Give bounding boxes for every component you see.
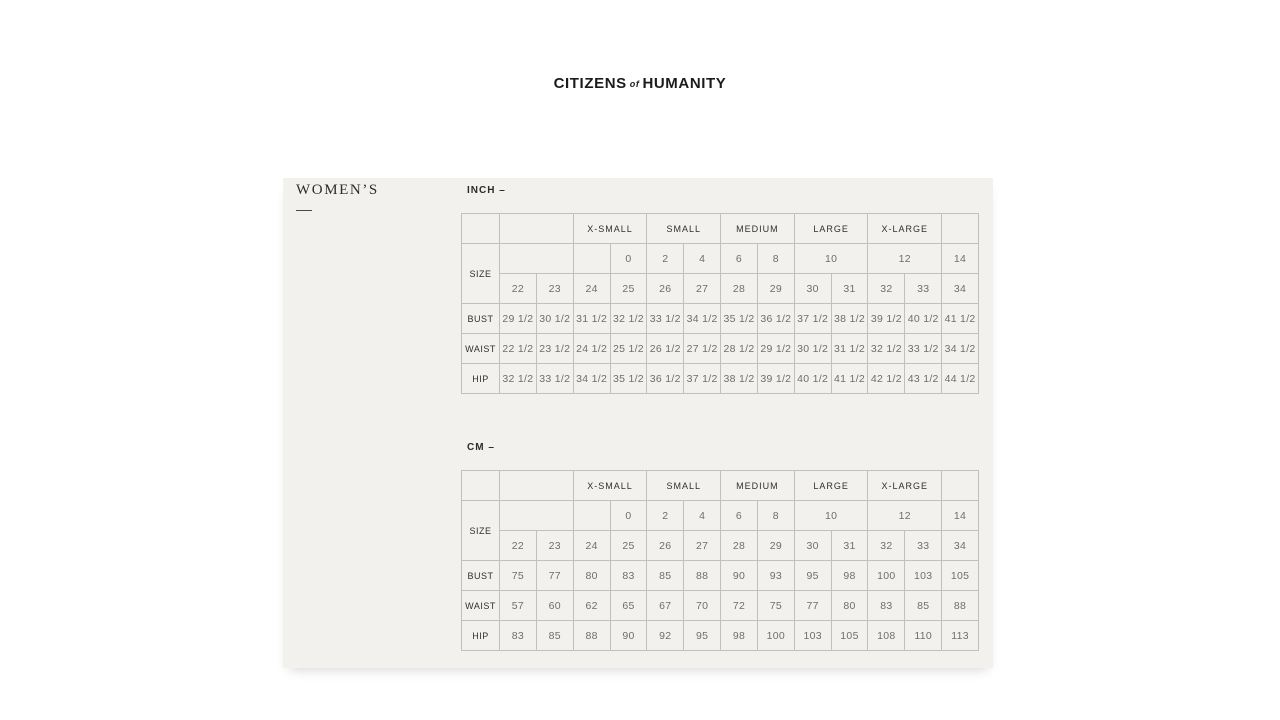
empty-size-cell xyxy=(500,244,574,274)
section-label-cm: CM – xyxy=(467,442,495,453)
measure-value: 33 1/2 xyxy=(647,304,684,334)
empty-header-cell xyxy=(500,214,574,244)
measure-value: 77 xyxy=(536,561,573,591)
alpha-size-33: 33 xyxy=(905,531,942,561)
inch-row-bust xyxy=(462,304,979,334)
measure-value: 35 1/2 xyxy=(721,304,758,334)
measure-value: 23 1/2 xyxy=(536,334,573,364)
measure-label-hip: HIP xyxy=(462,621,500,651)
measure-value: 83 xyxy=(610,561,647,591)
alpha-size-27: 27 xyxy=(684,531,721,561)
empty-size-cell xyxy=(500,501,574,531)
numeric-size-6: 6 xyxy=(721,501,758,531)
cm-row-waist xyxy=(462,591,979,621)
brand-logo-humanity: HUMANITY xyxy=(642,75,727,92)
size-row-label: SIZE xyxy=(462,501,500,561)
measure-value: 60 xyxy=(536,591,573,621)
size-tables-column xyxy=(461,185,981,651)
alpha-size-32: 32 xyxy=(868,531,905,561)
group-header-x-large: X-LARGE xyxy=(868,214,942,244)
measure-label-waist: WAIST xyxy=(462,334,500,364)
measure-value: 44 1/2 xyxy=(942,364,979,394)
alpha-size-25: 25 xyxy=(610,531,647,561)
alpha-size-26: 26 xyxy=(647,531,684,561)
measure-value: 85 xyxy=(905,591,942,621)
measure-value: 33 1/2 xyxy=(905,334,942,364)
size-section-inch xyxy=(461,185,981,394)
measure-value: 62 xyxy=(573,591,610,621)
inch-row-waist xyxy=(462,334,979,364)
cm-size-table xyxy=(461,470,979,651)
measure-value: 75 xyxy=(500,561,537,591)
measure-value: 34 1/2 xyxy=(573,364,610,394)
measure-value: 80 xyxy=(831,591,868,621)
alpha-size-28: 28 xyxy=(721,274,758,304)
measure-value: 65 xyxy=(610,591,647,621)
alpha-size-34: 34 xyxy=(942,531,979,561)
measure-value: 41 1/2 xyxy=(942,304,979,334)
group-header-small: SMALL xyxy=(647,471,721,501)
group-header-small: SMALL xyxy=(647,214,721,244)
measure-value: 95 xyxy=(684,621,721,651)
measure-value: 33 1/2 xyxy=(536,364,573,394)
size-section-cm xyxy=(461,442,981,651)
measure-value: 36 1/2 xyxy=(757,304,794,334)
cm-row-hip xyxy=(462,621,979,651)
empty-size-cell xyxy=(573,244,610,274)
numeric-size-10: 10 xyxy=(794,501,868,531)
measure-value: 42 1/2 xyxy=(868,364,905,394)
alpha-size-30: 30 xyxy=(794,274,831,304)
alpha-size-24: 24 xyxy=(573,531,610,561)
measure-value: 27 1/2 xyxy=(684,334,721,364)
alpha-size-22: 22 xyxy=(500,274,537,304)
alpha-size-24: 24 xyxy=(573,274,610,304)
numeric-size-4: 4 xyxy=(684,501,721,531)
numeric-size-6: 6 xyxy=(721,244,758,274)
measure-value: 67 xyxy=(647,591,684,621)
measure-value: 72 xyxy=(721,591,758,621)
numeric-size-14: 14 xyxy=(942,244,979,274)
group-header-medium: MEDIUM xyxy=(721,214,795,244)
womens-heading: WOMEN’S xyxy=(296,182,379,198)
alpha-size-25: 25 xyxy=(610,274,647,304)
empty-header-cell xyxy=(500,471,574,501)
measure-value: 29 1/2 xyxy=(500,304,537,334)
measure-value: 39 1/2 xyxy=(868,304,905,334)
measure-value: 98 xyxy=(831,561,868,591)
measure-value: 31 1/2 xyxy=(831,334,868,364)
numeric-size-4: 4 xyxy=(684,244,721,274)
numeric-size-12: 12 xyxy=(868,501,942,531)
measure-value: 85 xyxy=(536,621,573,651)
numeric-size-8: 8 xyxy=(757,244,794,274)
empty-size-cell xyxy=(573,501,610,531)
alpha-size-27: 27 xyxy=(684,274,721,304)
measure-value: 70 xyxy=(684,591,721,621)
numeric-size-8: 8 xyxy=(757,501,794,531)
measure-value: 37 1/2 xyxy=(684,364,721,394)
measure-value: 35 1/2 xyxy=(610,364,647,394)
numeric-size-0: 0 xyxy=(610,244,647,274)
alpha-size-31: 31 xyxy=(831,274,868,304)
group-header-x-large: X-LARGE xyxy=(868,471,942,501)
alpha-size-22: 22 xyxy=(500,531,537,561)
alpha-size-29: 29 xyxy=(757,531,794,561)
measure-value: 75 xyxy=(757,591,794,621)
alpha-size-29: 29 xyxy=(757,274,794,304)
measure-value: 83 xyxy=(868,591,905,621)
measure-value: 103 xyxy=(794,621,831,651)
measure-value: 105 xyxy=(831,621,868,651)
numeric-size-2: 2 xyxy=(647,244,684,274)
measure-value: 43 1/2 xyxy=(905,364,942,394)
measure-value: 38 1/2 xyxy=(721,364,758,394)
brand-logo-citizens: CITIZENS xyxy=(553,75,627,92)
measure-value: 36 1/2 xyxy=(647,364,684,394)
measure-value: 32 1/2 xyxy=(500,364,537,394)
measure-value: 108 xyxy=(868,621,905,651)
section-label-inch: INCH – xyxy=(467,185,506,196)
size-row-label: SIZE xyxy=(462,244,500,304)
measure-value: 88 xyxy=(684,561,721,591)
measure-value: 34 1/2 xyxy=(684,304,721,334)
measure-value: 92 xyxy=(647,621,684,651)
numeric-size-10: 10 xyxy=(794,244,868,274)
measure-label-waist: WAIST xyxy=(462,591,500,621)
numeric-size-14: 14 xyxy=(942,501,979,531)
alpha-size-30: 30 xyxy=(794,531,831,561)
empty-header-cell xyxy=(942,214,979,244)
measure-value: 25 1/2 xyxy=(610,334,647,364)
alpha-size-26: 26 xyxy=(647,274,684,304)
measure-label-bust: BUST xyxy=(462,561,500,591)
measure-value: 34 1/2 xyxy=(942,334,979,364)
group-header-x-small: X-SMALL xyxy=(573,214,647,244)
measure-value: 100 xyxy=(757,621,794,651)
cm-row-bust xyxy=(462,561,979,591)
numeric-size-2: 2 xyxy=(647,501,684,531)
size-guide-panel xyxy=(283,178,993,668)
measure-value: 85 xyxy=(647,561,684,591)
empty-header-cell xyxy=(462,471,500,501)
group-header-medium: MEDIUM xyxy=(721,471,795,501)
measure-label-bust: BUST xyxy=(462,304,500,334)
numeric-size-0: 0 xyxy=(610,501,647,531)
heading-underline xyxy=(296,210,312,211)
measure-value: 90 xyxy=(721,561,758,591)
measure-value: 40 1/2 xyxy=(794,364,831,394)
alpha-size-34: 34 xyxy=(942,274,979,304)
measure-value: 110 xyxy=(905,621,942,651)
measure-label-hip: HIP xyxy=(462,364,500,394)
group-header-large: LARGE xyxy=(794,214,868,244)
measure-value: 31 1/2 xyxy=(573,304,610,334)
measure-value: 88 xyxy=(942,591,979,621)
inch-size-table xyxy=(461,213,979,394)
measure-value: 100 xyxy=(868,561,905,591)
measure-value: 90 xyxy=(610,621,647,651)
measure-value: 32 1/2 xyxy=(610,304,647,334)
measure-value: 83 xyxy=(500,621,537,651)
numeric-size-12: 12 xyxy=(868,244,942,274)
measure-value: 103 xyxy=(905,561,942,591)
measure-value: 29 1/2 xyxy=(757,334,794,364)
measure-value: 95 xyxy=(794,561,831,591)
alpha-size-23: 23 xyxy=(536,274,573,304)
measure-value: 105 xyxy=(942,561,979,591)
empty-header-cell xyxy=(942,471,979,501)
measure-value: 30 1/2 xyxy=(794,334,831,364)
measure-value: 28 1/2 xyxy=(721,334,758,364)
measure-value: 37 1/2 xyxy=(794,304,831,334)
measure-value: 32 1/2 xyxy=(868,334,905,364)
measure-value: 93 xyxy=(757,561,794,591)
measure-value: 77 xyxy=(794,591,831,621)
alpha-size-28: 28 xyxy=(721,531,758,561)
alpha-size-23: 23 xyxy=(536,531,573,561)
alpha-size-31: 31 xyxy=(831,531,868,561)
measure-value: 38 1/2 xyxy=(831,304,868,334)
measure-value: 98 xyxy=(721,621,758,651)
group-header-x-small: X-SMALL xyxy=(573,471,647,501)
brand-logo-of: of xyxy=(629,79,640,89)
measure-value: 30 1/2 xyxy=(536,304,573,334)
measure-value: 80 xyxy=(573,561,610,591)
measure-value: 26 1/2 xyxy=(647,334,684,364)
alpha-size-32: 32 xyxy=(868,274,905,304)
measure-value: 40 1/2 xyxy=(905,304,942,334)
alpha-size-33: 33 xyxy=(905,274,942,304)
group-header-large: LARGE xyxy=(794,471,868,501)
measure-value: 113 xyxy=(942,621,979,651)
measure-value: 22 1/2 xyxy=(500,334,537,364)
empty-header-cell xyxy=(462,214,500,244)
measure-value: 57 xyxy=(500,591,537,621)
measure-value: 88 xyxy=(573,621,610,651)
inch-row-hip xyxy=(462,364,979,394)
measure-value: 39 1/2 xyxy=(757,364,794,394)
brand-logo[interactable] xyxy=(0,75,1280,92)
measure-value: 41 1/2 xyxy=(831,364,868,394)
measure-value: 24 1/2 xyxy=(573,334,610,364)
